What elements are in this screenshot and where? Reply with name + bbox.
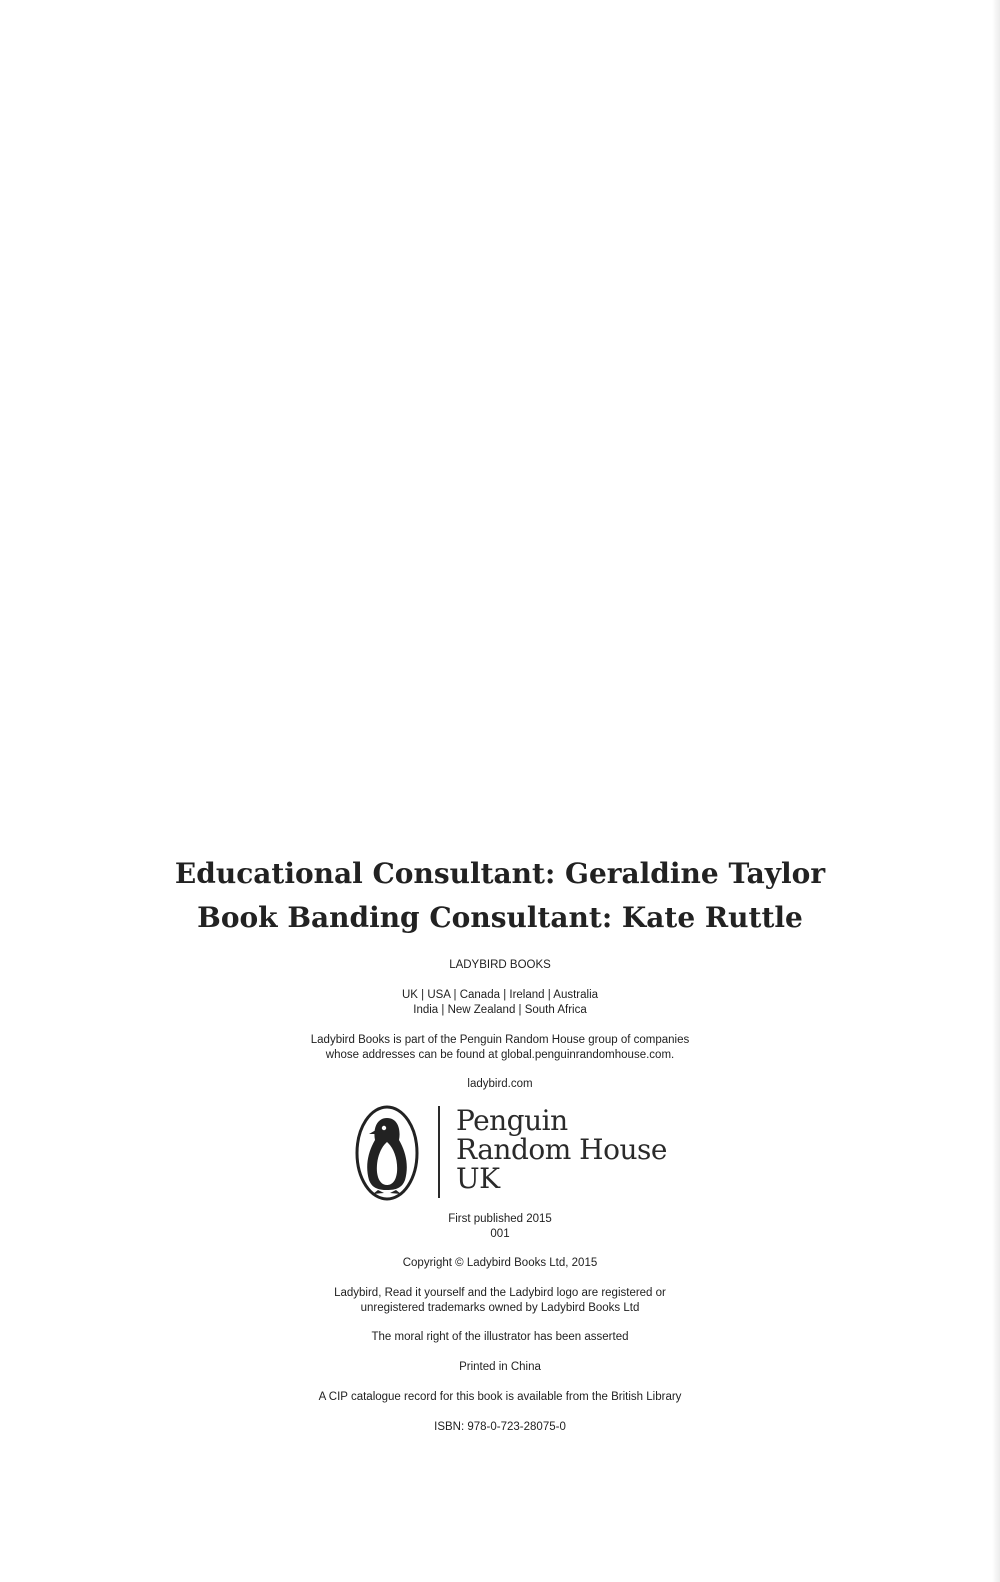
territories-line-1: UK | USA | Canada | Ireland | Australia [401,989,599,1001]
group-line-1: Ladybird Books is part of the Penguin Random House group of companies [310,1034,690,1046]
logo-line-1: Penguin [456,1104,568,1137]
imprint-name [0,958,1000,973]
trademarks-line-2: unregistered trademarks owned by Ladybird Books Ltd [360,1302,640,1314]
trademarks-line-1: Ladybird, Read it yourself and the Ladybird logo are registered or [334,1287,666,1299]
group-statement [0,1033,1000,1063]
consultants-block [0,852,1000,940]
isbn [0,1420,1000,1435]
cip-line: A CIP catalogue record for this book is available from the British Library [318,1391,682,1403]
publication-info [0,1212,1000,1242]
logo-divider [438,1106,440,1198]
group-line-2: whose addresses can be found at global.penguinrandomhouse.com. [325,1049,675,1061]
moral-right-line: The moral right of the illustrator has been asserted [371,1331,629,1343]
logo-line-2: Random House [456,1133,667,1166]
territories-line-2: India | New Zealand | South Africa [413,1004,587,1016]
imprint-label: LADYBIRD BOOKS [449,959,551,971]
trademarks [0,1286,1000,1316]
moral-right [0,1330,1000,1345]
isbn-line: ISBN: 978-0-723-28075-0 [434,1421,566,1433]
banding-consultant: Book Banding Consultant: Kate Ruttle [197,901,803,934]
penguin-icon [354,1104,420,1202]
logo-line-3: UK [456,1162,500,1195]
website [0,1077,1000,1092]
edition-number: 001 [490,1228,510,1240]
territories [0,988,1000,1018]
cip-record [0,1390,1000,1405]
logo-wordmark [456,1106,667,1193]
first-published: First published 2015 [448,1213,552,1225]
printed-in [0,1360,1000,1375]
printed-line: Printed in China [459,1361,541,1373]
copyright [0,1256,1000,1271]
copyright-line: Copyright © Ladybird Books Ltd, 2015 [402,1257,598,1269]
website-link[interactable]: ladybird.com [467,1078,533,1090]
penguin-random-house-logo [354,1102,684,1206]
educational-consultant: Educational Consultant: Geraldine Taylor [174,857,826,890]
